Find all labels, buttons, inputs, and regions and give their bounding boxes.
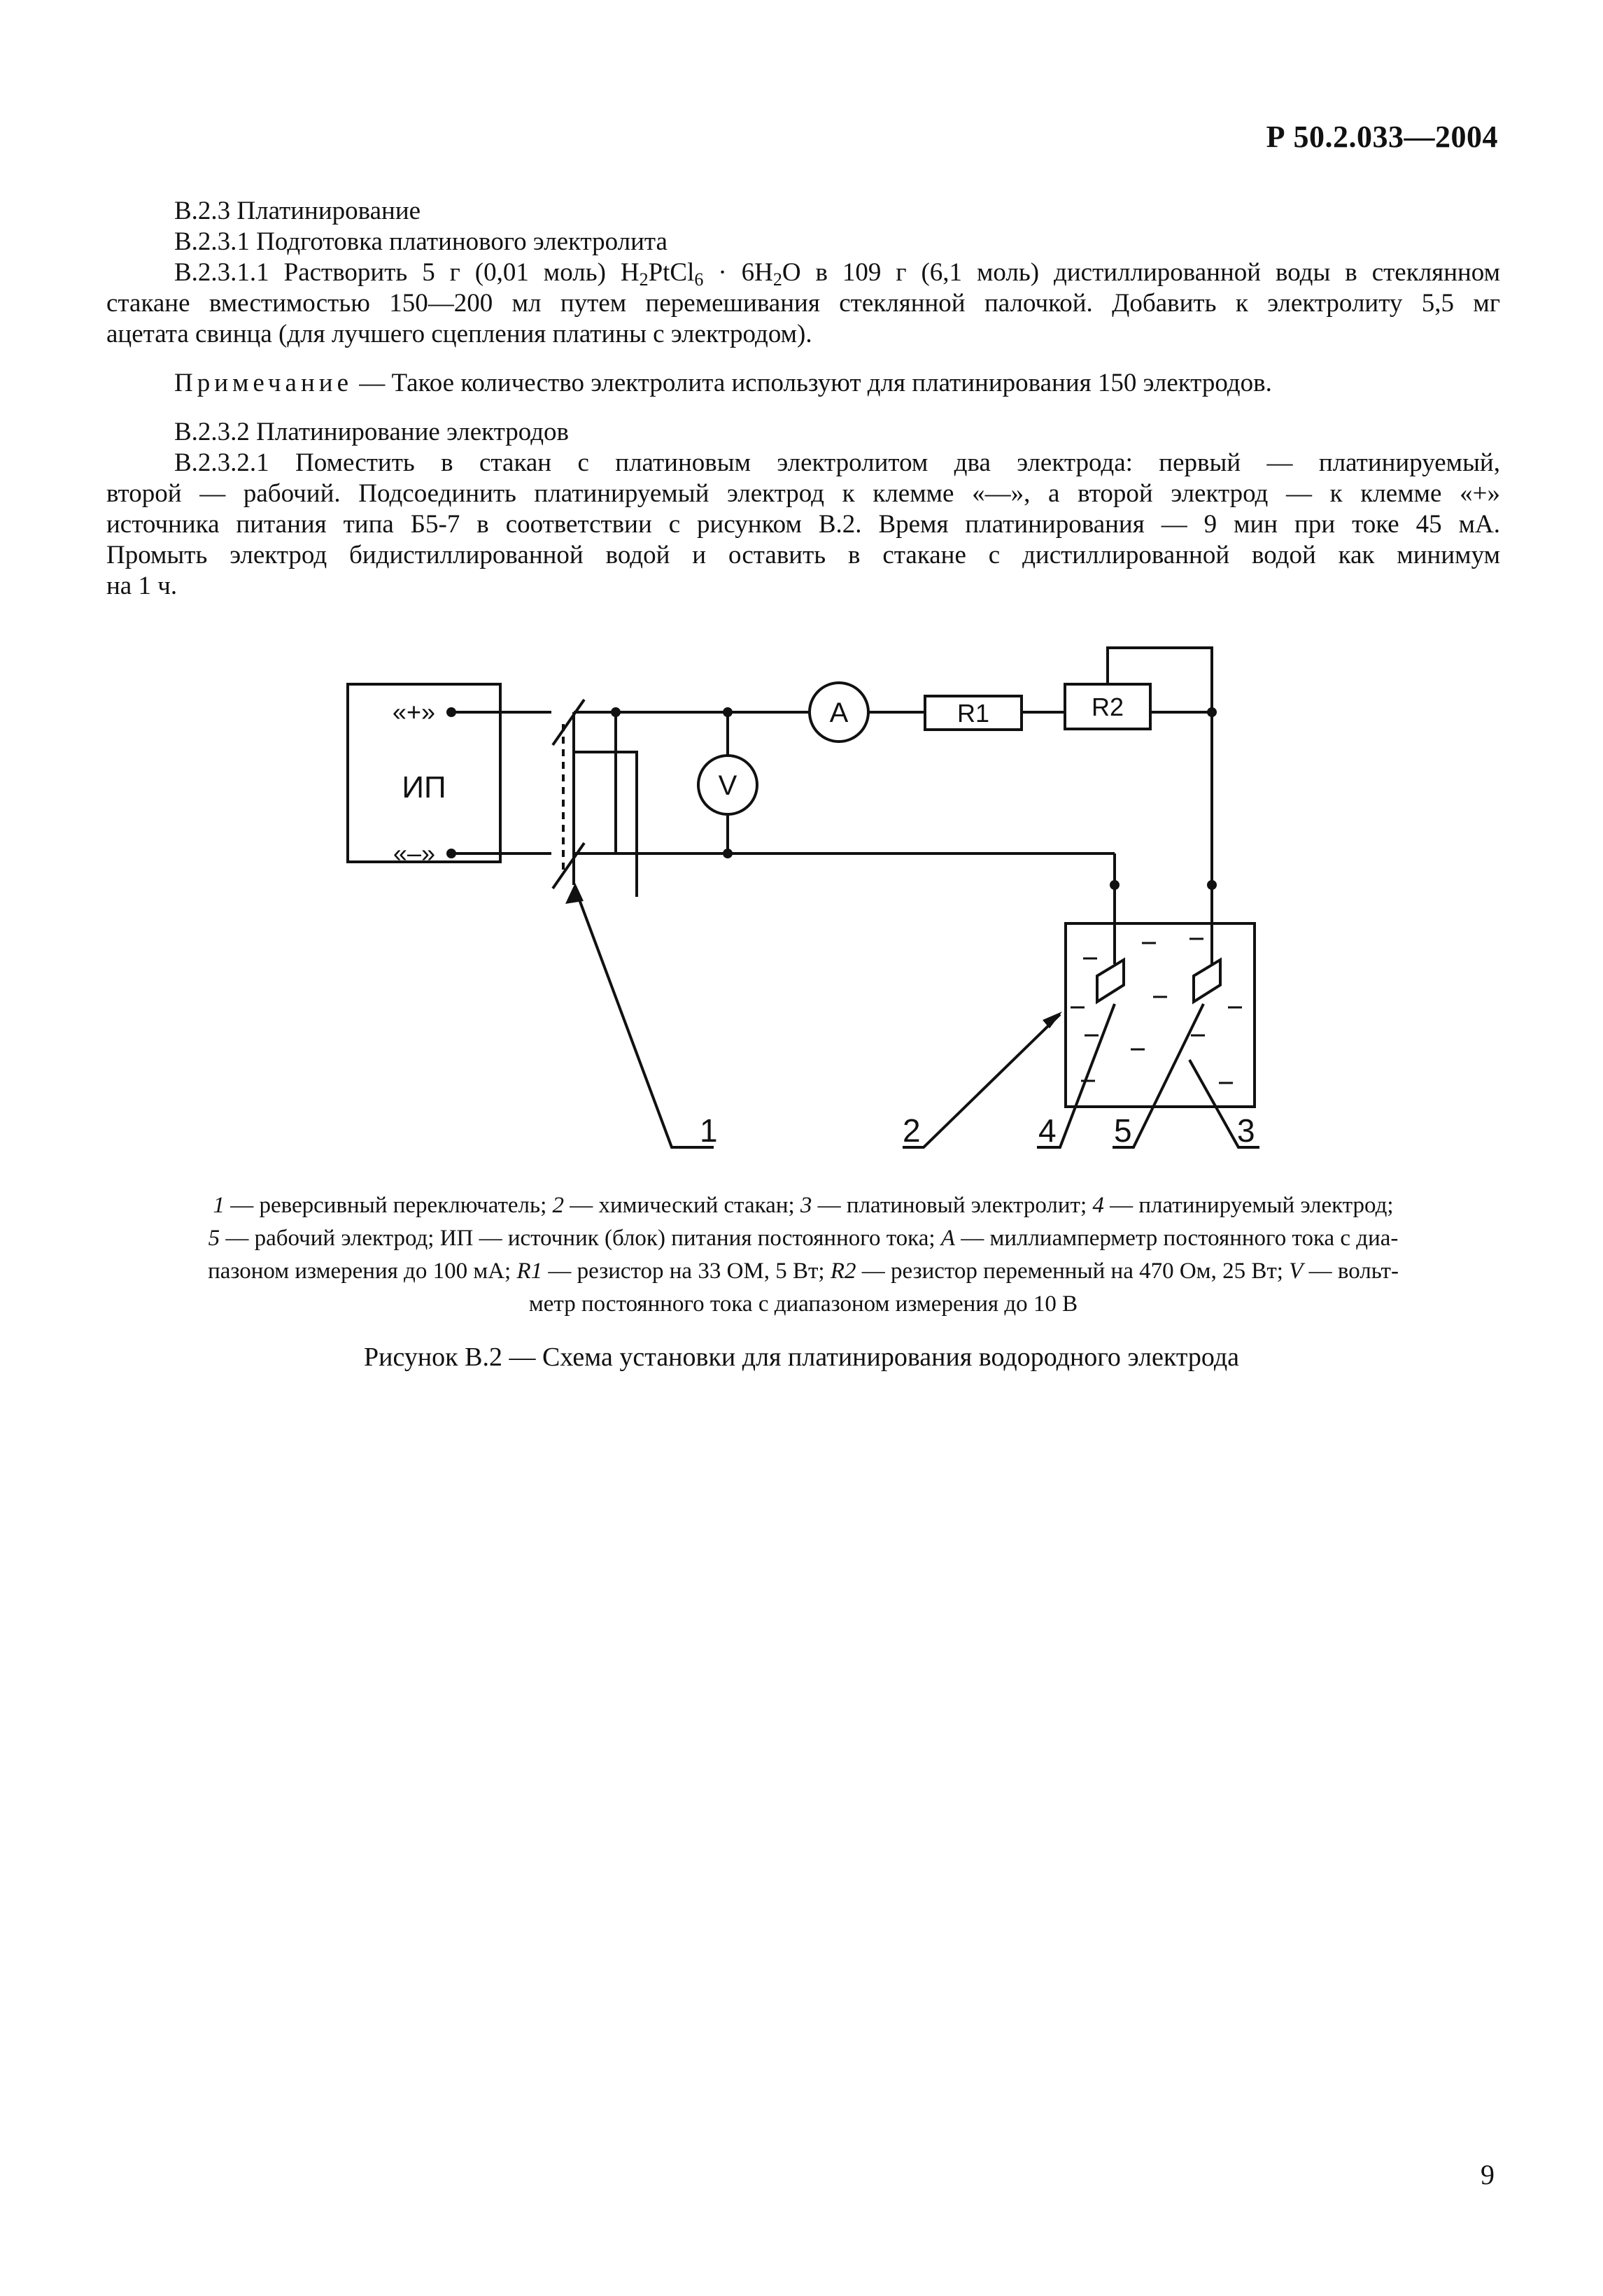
callout-1-arrowhead <box>565 883 584 904</box>
terminal-minus-dot <box>446 849 456 858</box>
callout-4-label: 4 <box>1038 1112 1057 1149</box>
callout-5-label: 5 <box>1114 1112 1132 1149</box>
callout-2-leader <box>903 1014 1060 1147</box>
terminal-plus-dot <box>446 707 456 717</box>
paragraph-b2311-line2: стакане вместимостью 150—200 мл путем перемешивания стеклянной палочкой. Добавить к электролиту 5,5 мг <box>106 289 1500 318</box>
switch-crossover <box>574 752 637 897</box>
legend-line2: 5 — рабочий электрод; ИП — источник (блок) питания постоянного тока; A — миллиамперметр постоянного тока с диа- <box>208 1226 1399 1251</box>
r1-label: R1 <box>956 699 990 728</box>
callout-1-label: 1 <box>700 1112 718 1149</box>
figure-title: Рисунок В.2 — Схема установки для платинирования водородного электрода <box>363 1342 1240 1372</box>
junction-dot <box>723 849 733 858</box>
legend-line4: метр постоянного тока с диапазоном измерения до 10 В <box>528 1291 1078 1317</box>
electrode-5-plate <box>1194 960 1220 1002</box>
heading-b232: В.2.3.2 Платинирование электродов <box>174 418 570 446</box>
ammeter-label: A <box>829 697 849 728</box>
callout-3-label: 3 <box>1237 1112 1255 1149</box>
junction-dot <box>1207 707 1217 717</box>
legend-line3: пазоном измерения до 100 мА; R1 — резистор на 33 ОМ, 5 Вт; R2 — резистор переменный на 470 Ом, 25 Вт; V — вольт- <box>208 1259 1399 1284</box>
paragraph-b2311-line3: ацетата свинца (для лучшего сцепления платины с электродом). <box>106 320 812 348</box>
heading-b231: В.2.3.1 Подготовка платинового электролита <box>174 227 668 256</box>
legend-line1: 1 — реверсивный переключатель; 2 — химический стакан; 3 — платиновый электролит; 4 — платинируемый электрод; <box>213 1193 1394 1218</box>
switch-lever-top <box>553 700 584 745</box>
callout-2-label: 2 <box>903 1112 921 1149</box>
junction-dot <box>1110 880 1120 890</box>
paragraph-b2321-line3: источника питания типа Б5-7 в соответствии с рисунком В.2. Время платинирования — 9 мин при токе 45 мА. <box>106 510 1500 539</box>
figure-legend <box>106 1189 1500 1321</box>
r2-label: R2 <box>1091 693 1124 721</box>
electrode-4-plate <box>1097 960 1124 1002</box>
page-number: 9 <box>1481 2159 1495 2190</box>
terminal-plus-label: «+» <box>392 697 435 726</box>
terminal-minus-label: «–» <box>393 839 435 867</box>
paragraph-b2321-line2: второй — рабочий. Подсоединить платинируемый электрод к клемме «—», а второй электрод — к клемме «+» <box>106 479 1500 508</box>
chemical-beaker <box>1066 923 1255 1107</box>
power-supply-label: ИП <box>402 770 446 805</box>
callout-2-arrowhead <box>1043 1012 1062 1028</box>
paragraph-b2311-line1: В.2.3.1.1 Растворить 5 г (0,01 моль) $H_2PtCl_6 \cdot 6H_2O$ в 109 г (6,1 моль) дистиллированной воды в стеклянном <box>174 258 1500 290</box>
junction-dot <box>1207 880 1217 890</box>
note-label: Примечание <box>174 369 353 397</box>
paragraph-b2321-line1: В.2.3.2.1 Поместить в стакан с платиновым электролитом два электрода: первый — платинируемый, <box>174 448 1500 477</box>
heading-b23: В.2.3 Платинирование <box>174 197 421 225</box>
note-text: — Такое количество электролита используют для платинирования 150 электродов. <box>353 369 1272 397</box>
paragraph-b2321-line5: на 1 ч. <box>106 572 178 600</box>
switch-lever-bottom <box>553 843 584 888</box>
document-code: Р 50.2.033—2004 <box>1266 120 1498 154</box>
paragraph-b2321-line4: Промыть электрод бидистиллированной водой и оставить в стакане с дистиллированной водой как минимум <box>106 541 1500 569</box>
junction-dot <box>723 707 733 717</box>
junction-dot <box>611 707 621 717</box>
voltmeter-label: V <box>718 770 737 801</box>
callout-1-leader <box>575 888 714 1147</box>
